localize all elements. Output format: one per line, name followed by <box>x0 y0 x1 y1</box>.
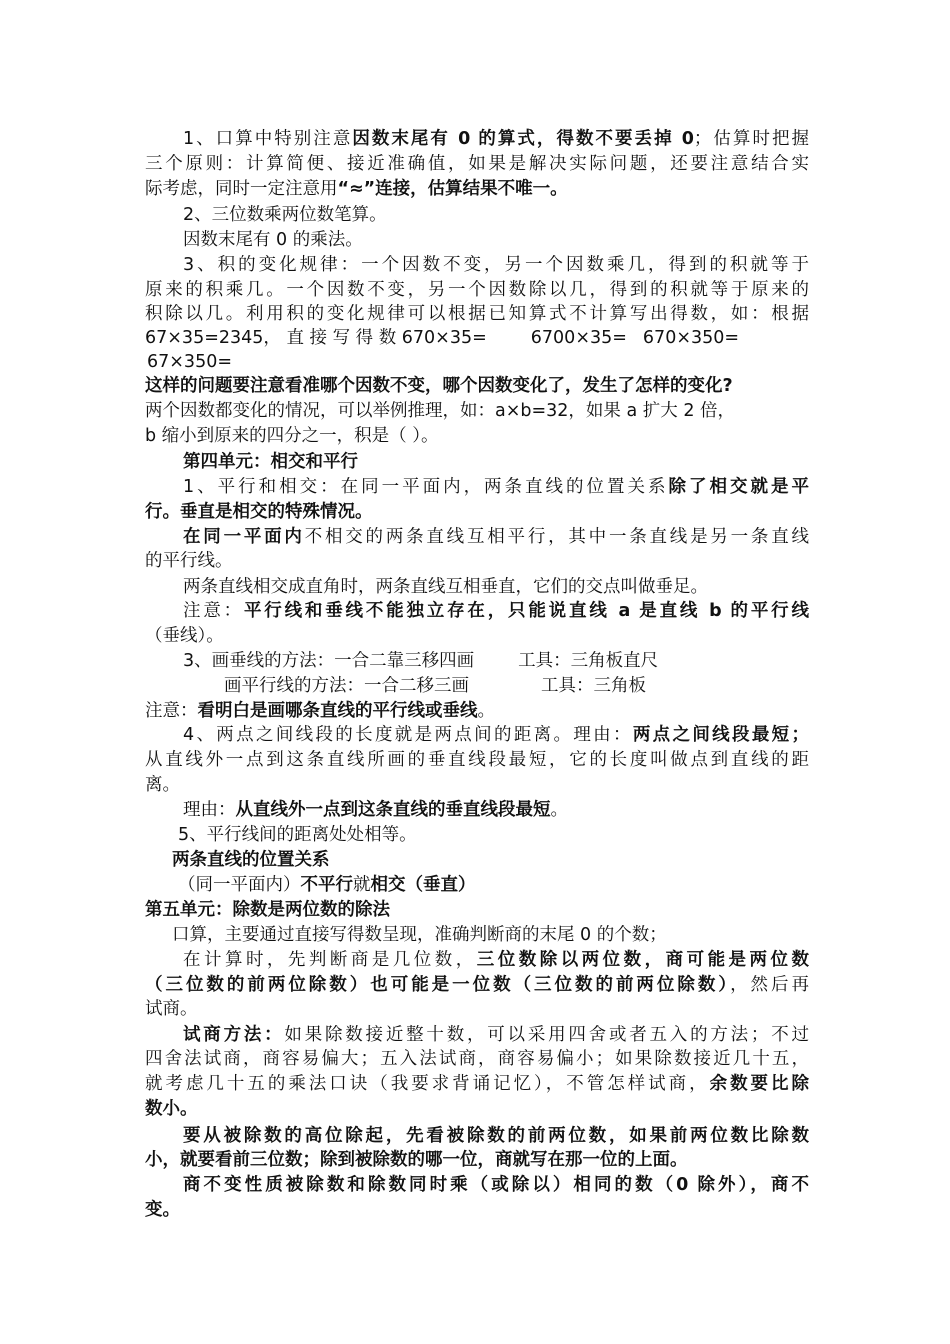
text-span: ，然后再 <box>730 975 809 995</box>
text-span: 工具：三角板 <box>541 676 646 696</box>
text-line <box>224 674 809 698</box>
text-line <box>183 525 809 549</box>
text-span: 1、平行和相交：在同一平面内，两条直线的位置关系 <box>183 477 669 497</box>
text-span: 6700×35= <box>530 328 627 348</box>
text-line <box>145 326 809 350</box>
text-line: 口算，主要通过直接写得数呈现，准确判断商的末尾 0 的个数； <box>172 925 667 945</box>
text-span: 就 <box>353 875 371 895</box>
text-line: 要从被除数的高位除起，先看被除数的前两位数，如果前两位数比除数 <box>183 1126 809 1146</box>
text-line: （垂线）。 <box>145 626 224 646</box>
text-line: 3、积的变化规律：一个因数不变，另一个因数乘几，得到的积就等于 <box>183 255 809 275</box>
text-line: 变。 <box>145 1200 180 1220</box>
text-span: 如果除数接近整十数，可以采用四舍或者五入的方法；不过 <box>284 1025 809 1045</box>
text-span: 理由： <box>183 800 236 820</box>
text-span: 工具：三角板直尺 <box>518 651 659 671</box>
text-line: 因数末尾有 0 的乘法。 <box>183 230 363 250</box>
text-line <box>183 649 809 673</box>
text-line: 四舍法试商，商容易偏大；五入法试商，商容易偏小；如果除数接近几十五， <box>145 1049 809 1069</box>
text-span: 67×35=2345， 直 接 写 得 数 670×35= <box>145 328 487 348</box>
text-line: 数小。 <box>145 1099 198 1119</box>
text-span: 3、画垂线的方法：一合二靠三移四画 <box>183 651 475 671</box>
bold-text: 三位数除以两位数，商可能是两位数 <box>476 950 809 970</box>
bold-text: （三位数的前两位除数）也可能是一位数（三位数的前两位除数） <box>145 975 731 995</box>
text-line: b 缩小到原来的四分之一，积是（ ）。 <box>145 426 439 446</box>
text-line: 原来的积乘几。一个因数不变，另一个因数除以几，得到的积就等于原来的 <box>145 280 809 300</box>
text-span: 670×350= <box>642 328 740 348</box>
text-line <box>145 1072 809 1096</box>
bold-text: 试商方法： <box>183 1025 285 1045</box>
text-line <box>183 475 809 499</box>
text-line <box>145 699 809 723</box>
text-line: 试商。 <box>145 999 198 1019</box>
bold-text: 两点之间线段最短； <box>632 725 809 745</box>
text-line <box>183 798 809 822</box>
bold-text: 看明白是画哪条直线的平行线或垂线 <box>197 701 478 721</box>
bold-text: 因数末尾有 0 的算式，得数不要丢掉 0 <box>352 129 694 149</box>
text-line: 三个原则：计算简便、接近准确值，如果是解决实际问题，还要注意结合实 <box>145 154 809 174</box>
text-line: 两条直线的位置关系 <box>172 850 330 870</box>
text-span: 际考虑，同时一定注意用 <box>145 179 338 199</box>
section-heading: 第五单元：除数是两位数的除法 <box>145 900 390 920</box>
text-line <box>145 973 809 997</box>
text-line: 67×350= <box>147 352 232 372</box>
text-line <box>183 1023 809 1047</box>
text-line: 商不变性质被除数和除数同时乘（或除以）相同的数（0 除外），商不 <box>183 1175 809 1195</box>
text-line: 两个因数都变化的情况，可以举例推理，如：a×b=32，如果 a 扩大 2 倍， <box>145 401 736 421</box>
text-line: 离。 <box>145 775 180 795</box>
bold-text: 不平行 <box>300 875 353 895</box>
text-line: 两条直线相交成直角时，两条直线互相垂直，它们的交点叫做垂足。 <box>183 577 708 597</box>
text-line: 积除以几。利用积的变化规律可以根据已知算式不计算写出得数，如：根据 <box>145 304 809 324</box>
text-span: 注意： <box>183 601 244 621</box>
text-line: 的平行线。 <box>145 551 233 571</box>
bold-text: “≈”连接，估算结果不唯一。 <box>337 179 568 199</box>
bold-text: 从直线外一点到这条直线的垂直线段最短 <box>235 800 551 820</box>
text-line <box>183 948 809 972</box>
text-line <box>183 723 809 747</box>
text-line <box>183 127 809 151</box>
text-span: （同一平面内） <box>178 875 301 895</box>
bold-text: 平行线和垂线不能独立存在，只能说直线 a 是直线 b 的平行线 <box>243 601 809 621</box>
text-line: 这样的问题要注意看准哪个因数不变，哪个因数变化了，发生了怎样的变化? <box>145 376 733 396</box>
text-span: 不相交的两条直线互相平行，其中一条直线是另一条直线 <box>304 527 809 547</box>
text-span: 在计算时，先判断商是几位数， <box>183 950 477 970</box>
text-line <box>145 177 809 201</box>
text-line: 从直线外一点到这条直线所画的垂直线段最短，它的长度叫做点到直线的距 <box>145 750 809 770</box>
text-line: 2、三位数乘两位数笔算。 <box>183 205 387 225</box>
text-span: 画平行线的方法：一合二移三画 <box>224 676 469 696</box>
text-span: 。 <box>477 701 495 721</box>
text-line: 5、平行线间的距离处处相等。 <box>178 825 417 845</box>
bold-text: 相交（垂直） <box>370 875 476 895</box>
text-span: 就考虑几十五的乘法口诀（我要求背诵记忆），不管怎样试商， <box>145 1074 710 1094</box>
text-span: 1、口算中特别注意 <box>183 129 353 149</box>
text-line: 行。垂直是相交的特殊情况。 <box>145 502 373 522</box>
text-span: 。 <box>550 800 568 820</box>
text-span: 注意： <box>145 701 198 721</box>
bold-text: 在同一平面内 <box>183 527 305 547</box>
text-line: 小，就要看前三位数；除到被除数的哪一位，商就写在那一位的上面。 <box>145 1150 688 1170</box>
text-line <box>178 873 809 897</box>
text-line <box>183 599 809 623</box>
bold-text: 余数要比除 <box>709 1074 809 1094</box>
text-span: ；估算时把握 <box>693 129 809 149</box>
bold-text: 除了相交就是平 <box>668 477 809 497</box>
section-heading: 第四单元：相交和平行 <box>183 452 358 472</box>
text-span: 4、两点之间线段的长度就是两点间的距离。理由： <box>183 725 633 745</box>
